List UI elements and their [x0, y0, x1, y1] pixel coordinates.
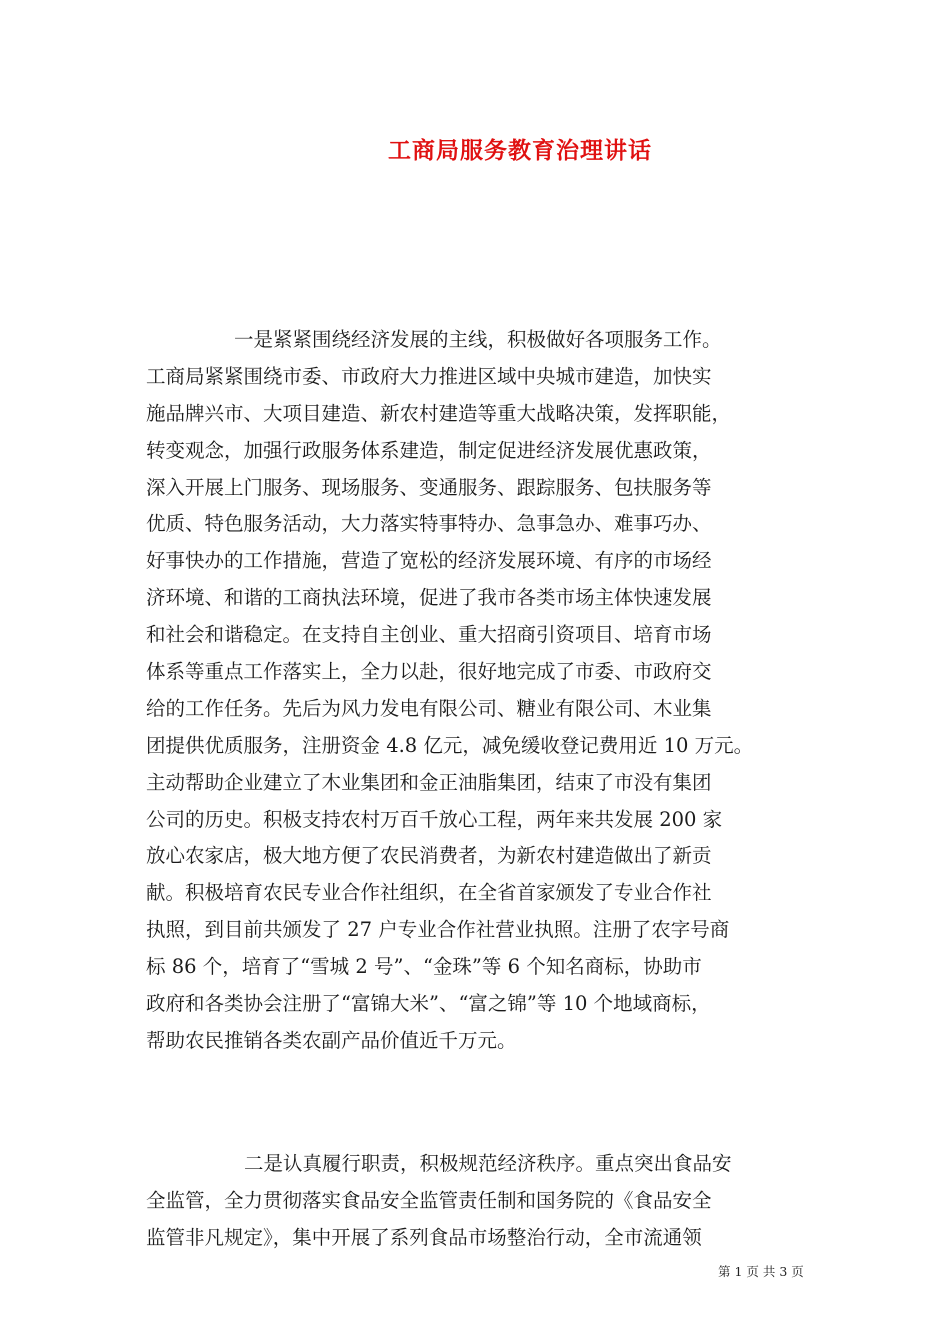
paragraph-line: 标 86 个，培育了“雪城 2 号”、“金珠”等 6 个知名商标，协助市 — [146, 955, 702, 979]
paragraph-line: 一是紧紧围绕经济发展的主线，积极做好各项服务工作。 — [234, 328, 722, 351]
paragraph-2 — [146, 1146, 810, 1257]
paragraph-line: 放心农家店，极大地方便了农民消费者，为新农村建造做出了新贡 — [146, 844, 712, 868]
paragraph-line: 全监管，全力贯彻落实食品安全监管责任制和国务院的《食品安全 — [146, 1188, 712, 1212]
paragraph-line: 政府和各类协会注册了“富锦大米”、“富之锦”等 10 个地域商标， — [146, 992, 711, 1016]
paragraph-line: 和社会和谐稳定。在支持自主创业、重大招商引资项目、培育市场 — [146, 623, 712, 647]
paragraph-line: 转变观念，加强行政服务体系建造，制定促进经济发展优惠政策， — [146, 438, 712, 462]
page-number-footer: 第 1 页 共 3 页 — [718, 1264, 804, 1279]
paragraph-line: 执照，到目前共颁发了 27 户专业合作社营业执照。注册了农字号商 — [146, 918, 730, 942]
paragraph-1 — [146, 322, 810, 1060]
paragraph-line: 主动帮助企业建立了木业集团和金正油脂集团，结束了市没有集团 — [146, 770, 712, 794]
paragraph-line: 二是认真履行职责，积极规范经济秩序。重点突出食品安 — [244, 1152, 732, 1175]
paragraph-line: 施品牌兴市、大项目建造、新农村建造等重大战略决策，发挥职能， — [146, 401, 732, 425]
paragraph-line: 好事快办的工作措施，营造了宽松的经济发展环境、有序的市场经 — [146, 549, 712, 573]
paragraph-line: 献。积极培育农民专业合作社组织，在全省首家颁发了专业合作社 — [146, 881, 712, 905]
document-title: 工商局服务教育治理讲话 — [388, 137, 652, 164]
paragraph-line: 济环境、和谐的工商执法环境，促进了我市各类市场主体快速发展 — [146, 586, 712, 610]
paragraph-line: 工商局紧紧围绕市委、市政府大力推进区域中央城市建造，加快实 — [146, 364, 712, 388]
paragraph-line: 帮助农民推销各类农副产品价值近千万元。 — [146, 1028, 517, 1052]
paragraph-line: 优质、特色服务活动，大力落实特事特办、急事急办、难事巧办、 — [146, 512, 712, 536]
paragraph-line: 公司的历史。积极支持农村万百千放心工程，两年来共发展 200 家 — [146, 807, 723, 831]
paragraph-line: 团提供优质服务，注册资金 4.8 亿元，减免缓收登记费用近 10 万元。 — [146, 733, 754, 757]
paragraph-line: 体系等重点工作落实上，全力以赴，很好地完成了市委、市政府交 — [146, 660, 712, 684]
paragraph-line: 监管非凡规定》，集中开展了系列食品市场整治行动，全市流通领 — [146, 1225, 702, 1249]
paragraph-line: 给的工作任务。先后为风力发电有限公司、糖业有限公司、木业集 — [146, 696, 712, 720]
paragraph-line: 深入开展上门服务、现场服务、变通服务、跟踪服务、包扶服务等 — [146, 475, 712, 499]
